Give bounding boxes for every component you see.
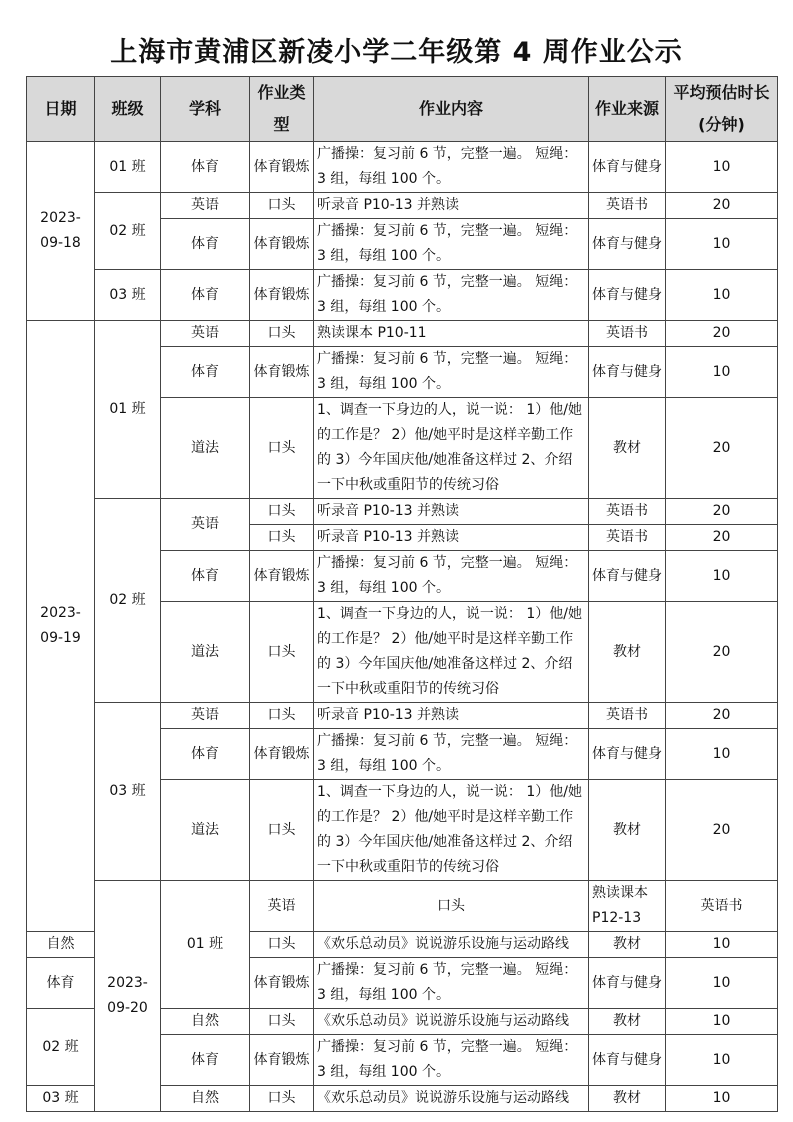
type-cell: 口头 — [314, 881, 589, 932]
content-cell: 1、调查一下身边的人，说一说： 1）他/她的工作是？ 2）他/她平时是这样辛勤工作的 3）今年国庆他/她准备这样过 2、介绍一下中秋或重阳节的传统习俗 — [314, 780, 589, 881]
type-cell: 口头 — [250, 525, 314, 551]
content-cell: 听录音 P10-13 并熟读 — [314, 193, 589, 219]
content-cell: 广播操：复习前 6 节，完整一遍。 短绳：3 组，每组 100 个。 — [314, 729, 589, 780]
page-title: 上海市黄浦区新凌小学二年级第 4 周作业公示 — [110, 37, 683, 68]
source-cell: 教材 — [589, 780, 666, 881]
type-cell: 口头 — [250, 780, 314, 881]
header-source: 作业来源 — [589, 77, 666, 142]
duration-cell: 20 — [666, 321, 778, 347]
content-cell: 1、调查一下身边的人，说一说： 1）他/她的工作是？ 2）他/她平时是这样辛勤工作的 3）今年国庆他/她准备这样过 2、介绍一下中秋或重阳节的传统习俗 — [314, 398, 589, 499]
source-cell: 体育与健身 — [589, 551, 666, 602]
duration-cell: 10 — [666, 347, 778, 398]
duration-cell: 20 — [666, 703, 778, 729]
duration-cell: 10 — [666, 142, 778, 193]
subject-cell: 体育 — [161, 729, 250, 780]
type-cell: 口头 — [250, 321, 314, 347]
duration-cell: 10 — [666, 932, 778, 958]
source-cell: 体育与健身 — [589, 270, 666, 321]
header-date: 日期 — [27, 77, 95, 142]
class-cell: 03 班 — [95, 270, 161, 321]
content-cell: 《欢乐总动员》说说游乐设施与运动路线 — [314, 1009, 589, 1035]
header-class: 班级 — [95, 77, 161, 142]
duration-cell: 20 — [666, 193, 778, 219]
class-cell: 02 班 — [27, 1009, 95, 1086]
type-cell: 口头 — [250, 703, 314, 729]
duration-cell: 20 — [666, 780, 778, 881]
duration-cell: 20 — [666, 499, 778, 525]
subject-cell: 体育 — [161, 270, 250, 321]
header-content: 作业内容 — [314, 77, 589, 142]
type-cell: 体育锻炼 — [250, 270, 314, 321]
source-cell: 教材 — [589, 1086, 666, 1112]
type-cell: 体育锻炼 — [250, 958, 314, 1009]
duration-cell: 10 — [666, 1086, 778, 1112]
duration-cell: 10 — [666, 270, 778, 321]
duration-cell: 10 — [666, 551, 778, 602]
subject-cell: 体育 — [27, 958, 95, 1009]
content-cell: 广播操：复习前 6 节，完整一遍。 短绳：3 组，每组 100 个。 — [314, 551, 589, 602]
source-cell: 英语书 — [589, 321, 666, 347]
content-cell: 广播操：复习前 6 节，完整一遍。 短绳：3 组，每组 100 个。 — [314, 347, 589, 398]
subject-cell: 体育 — [161, 347, 250, 398]
duration-cell: 10 — [666, 729, 778, 780]
subject-cell: 自然 — [161, 1009, 250, 1035]
subject-cell: 英语 — [161, 193, 250, 219]
type-cell: 体育锻炼 — [250, 347, 314, 398]
homework-table — [26, 76, 778, 1112]
duration-cell: 20 — [666, 398, 778, 499]
source-cell: 体育与健身 — [589, 958, 666, 1009]
subject-cell: 体育 — [161, 551, 250, 602]
source-cell: 体育与健身 — [589, 729, 666, 780]
type-cell: 体育锻炼 — [250, 142, 314, 193]
class-cell: 02 班 — [95, 499, 161, 703]
duration-cell: 10 — [666, 1009, 778, 1035]
table-row — [27, 703, 778, 729]
header-subject: 学科 — [161, 77, 250, 142]
content-cell: 听录音 P10-13 并熟读 — [314, 703, 589, 729]
type-cell: 体育锻炼 — [250, 551, 314, 602]
source-cell: 英语书 — [589, 525, 666, 551]
content-cell: 1、调查一下身边的人，说一说： 1）他/她的工作是？ 2）他/她平时是这样辛勤工作的 3）今年国庆他/她准备这样过 2、介绍一下中秋或重阳节的传统习俗 — [314, 602, 589, 703]
type-cell: 体育锻炼 — [250, 219, 314, 270]
content-cell: 熟读课本 P10-11 — [314, 321, 589, 347]
subject-cell: 英语 — [250, 881, 314, 932]
class-cell: 03 班 — [95, 703, 161, 881]
content-cell: 广播操：复习前 6 节，完整一遍。 短绳：3 组，每组 100 个。 — [314, 142, 589, 193]
duration-cell: 10 — [666, 1035, 778, 1086]
subject-cell: 道法 — [161, 398, 250, 499]
table-row — [27, 193, 778, 219]
content-cell: 《欢乐总动员》说说游乐设施与运动路线 — [314, 932, 589, 958]
table-row — [27, 142, 778, 193]
subject-cell: 体育 — [161, 142, 250, 193]
source-cell: 英语书 — [589, 499, 666, 525]
type-cell: 口头 — [250, 193, 314, 219]
subject-cell: 英语 — [161, 703, 250, 729]
header-type: 作业类型 — [250, 77, 314, 142]
class-cell: 03 班 — [27, 1086, 95, 1112]
duration-cell: 10 — [666, 219, 778, 270]
type-cell: 口头 — [250, 602, 314, 703]
source-cell: 英语书 — [589, 703, 666, 729]
date-cell: 2023-09-18 — [27, 142, 95, 321]
source-cell: 英语书 — [589, 193, 666, 219]
subject-cell: 自然 — [27, 932, 95, 958]
source-cell: 教材 — [589, 1009, 666, 1035]
subject-cell: 道法 — [161, 602, 250, 703]
subject-cell: 体育 — [161, 219, 250, 270]
source-cell: 教材 — [589, 398, 666, 499]
table-row — [27, 881, 778, 932]
table-row — [27, 270, 778, 321]
date-cell: 2023-09-20 — [95, 881, 161, 1112]
type-cell: 口头 — [250, 499, 314, 525]
table-row — [27, 499, 778, 525]
subject-cell: 体育 — [161, 1035, 250, 1086]
content-cell: 广播操：复习前 6 节，完整一遍。 短绳：3 组，每组 100 个。 — [314, 958, 589, 1009]
class-cell: 02 班 — [95, 193, 161, 270]
source-cell: 体育与健身 — [589, 142, 666, 193]
duration-cell: 20 — [666, 602, 778, 703]
header-duration: 平均预估时长(分钟) — [666, 77, 778, 142]
duration-cell: 10 — [666, 958, 778, 1009]
subject-cell: 英语 — [161, 321, 250, 347]
type-cell: 体育锻炼 — [250, 729, 314, 780]
content-cell: 听录音 P10-13 并熟读 — [314, 499, 589, 525]
class-cell: 01 班 — [95, 142, 161, 193]
source-cell: 英语书 — [666, 881, 778, 932]
class-cell: 01 班 — [95, 321, 161, 499]
source-cell: 教材 — [589, 602, 666, 703]
type-cell: 口头 — [250, 398, 314, 499]
content-cell: 熟读课本 P12-13 — [589, 881, 666, 932]
content-cell: 广播操：复习前 6 节，完整一遍。 短绳：3 组，每组 100 个。 — [314, 219, 589, 270]
class-cell: 01 班 — [161, 881, 250, 1009]
subject-cell: 自然 — [161, 1086, 250, 1112]
source-cell: 体育与健身 — [589, 347, 666, 398]
content-cell: 《欢乐总动员》说说游乐设施与运动路线 — [314, 1086, 589, 1112]
type-cell: 体育锻炼 — [250, 1035, 314, 1086]
duration-cell: 20 — [666, 525, 778, 551]
content-cell: 广播操：复习前 6 节，完整一遍。 短绳：3 组，每组 100 个。 — [314, 270, 589, 321]
type-cell: 口头 — [250, 1009, 314, 1035]
header-row — [27, 77, 778, 142]
table-row — [27, 321, 778, 347]
date-cell: 2023-09-19 — [27, 321, 95, 932]
content-cell: 广播操：复习前 6 节，完整一遍。 短绳：3 组，每组 100 个。 — [314, 1035, 589, 1086]
content-cell: 听录音 P10-13 并熟读 — [314, 525, 589, 551]
type-cell: 口头 — [250, 1086, 314, 1112]
subject-cell: 道法 — [161, 780, 250, 881]
type-cell: 口头 — [250, 932, 314, 958]
source-cell: 体育与健身 — [589, 219, 666, 270]
source-cell: 教材 — [589, 932, 666, 958]
source-cell: 体育与健身 — [589, 1035, 666, 1086]
subject-cell: 英语 — [161, 499, 250, 551]
